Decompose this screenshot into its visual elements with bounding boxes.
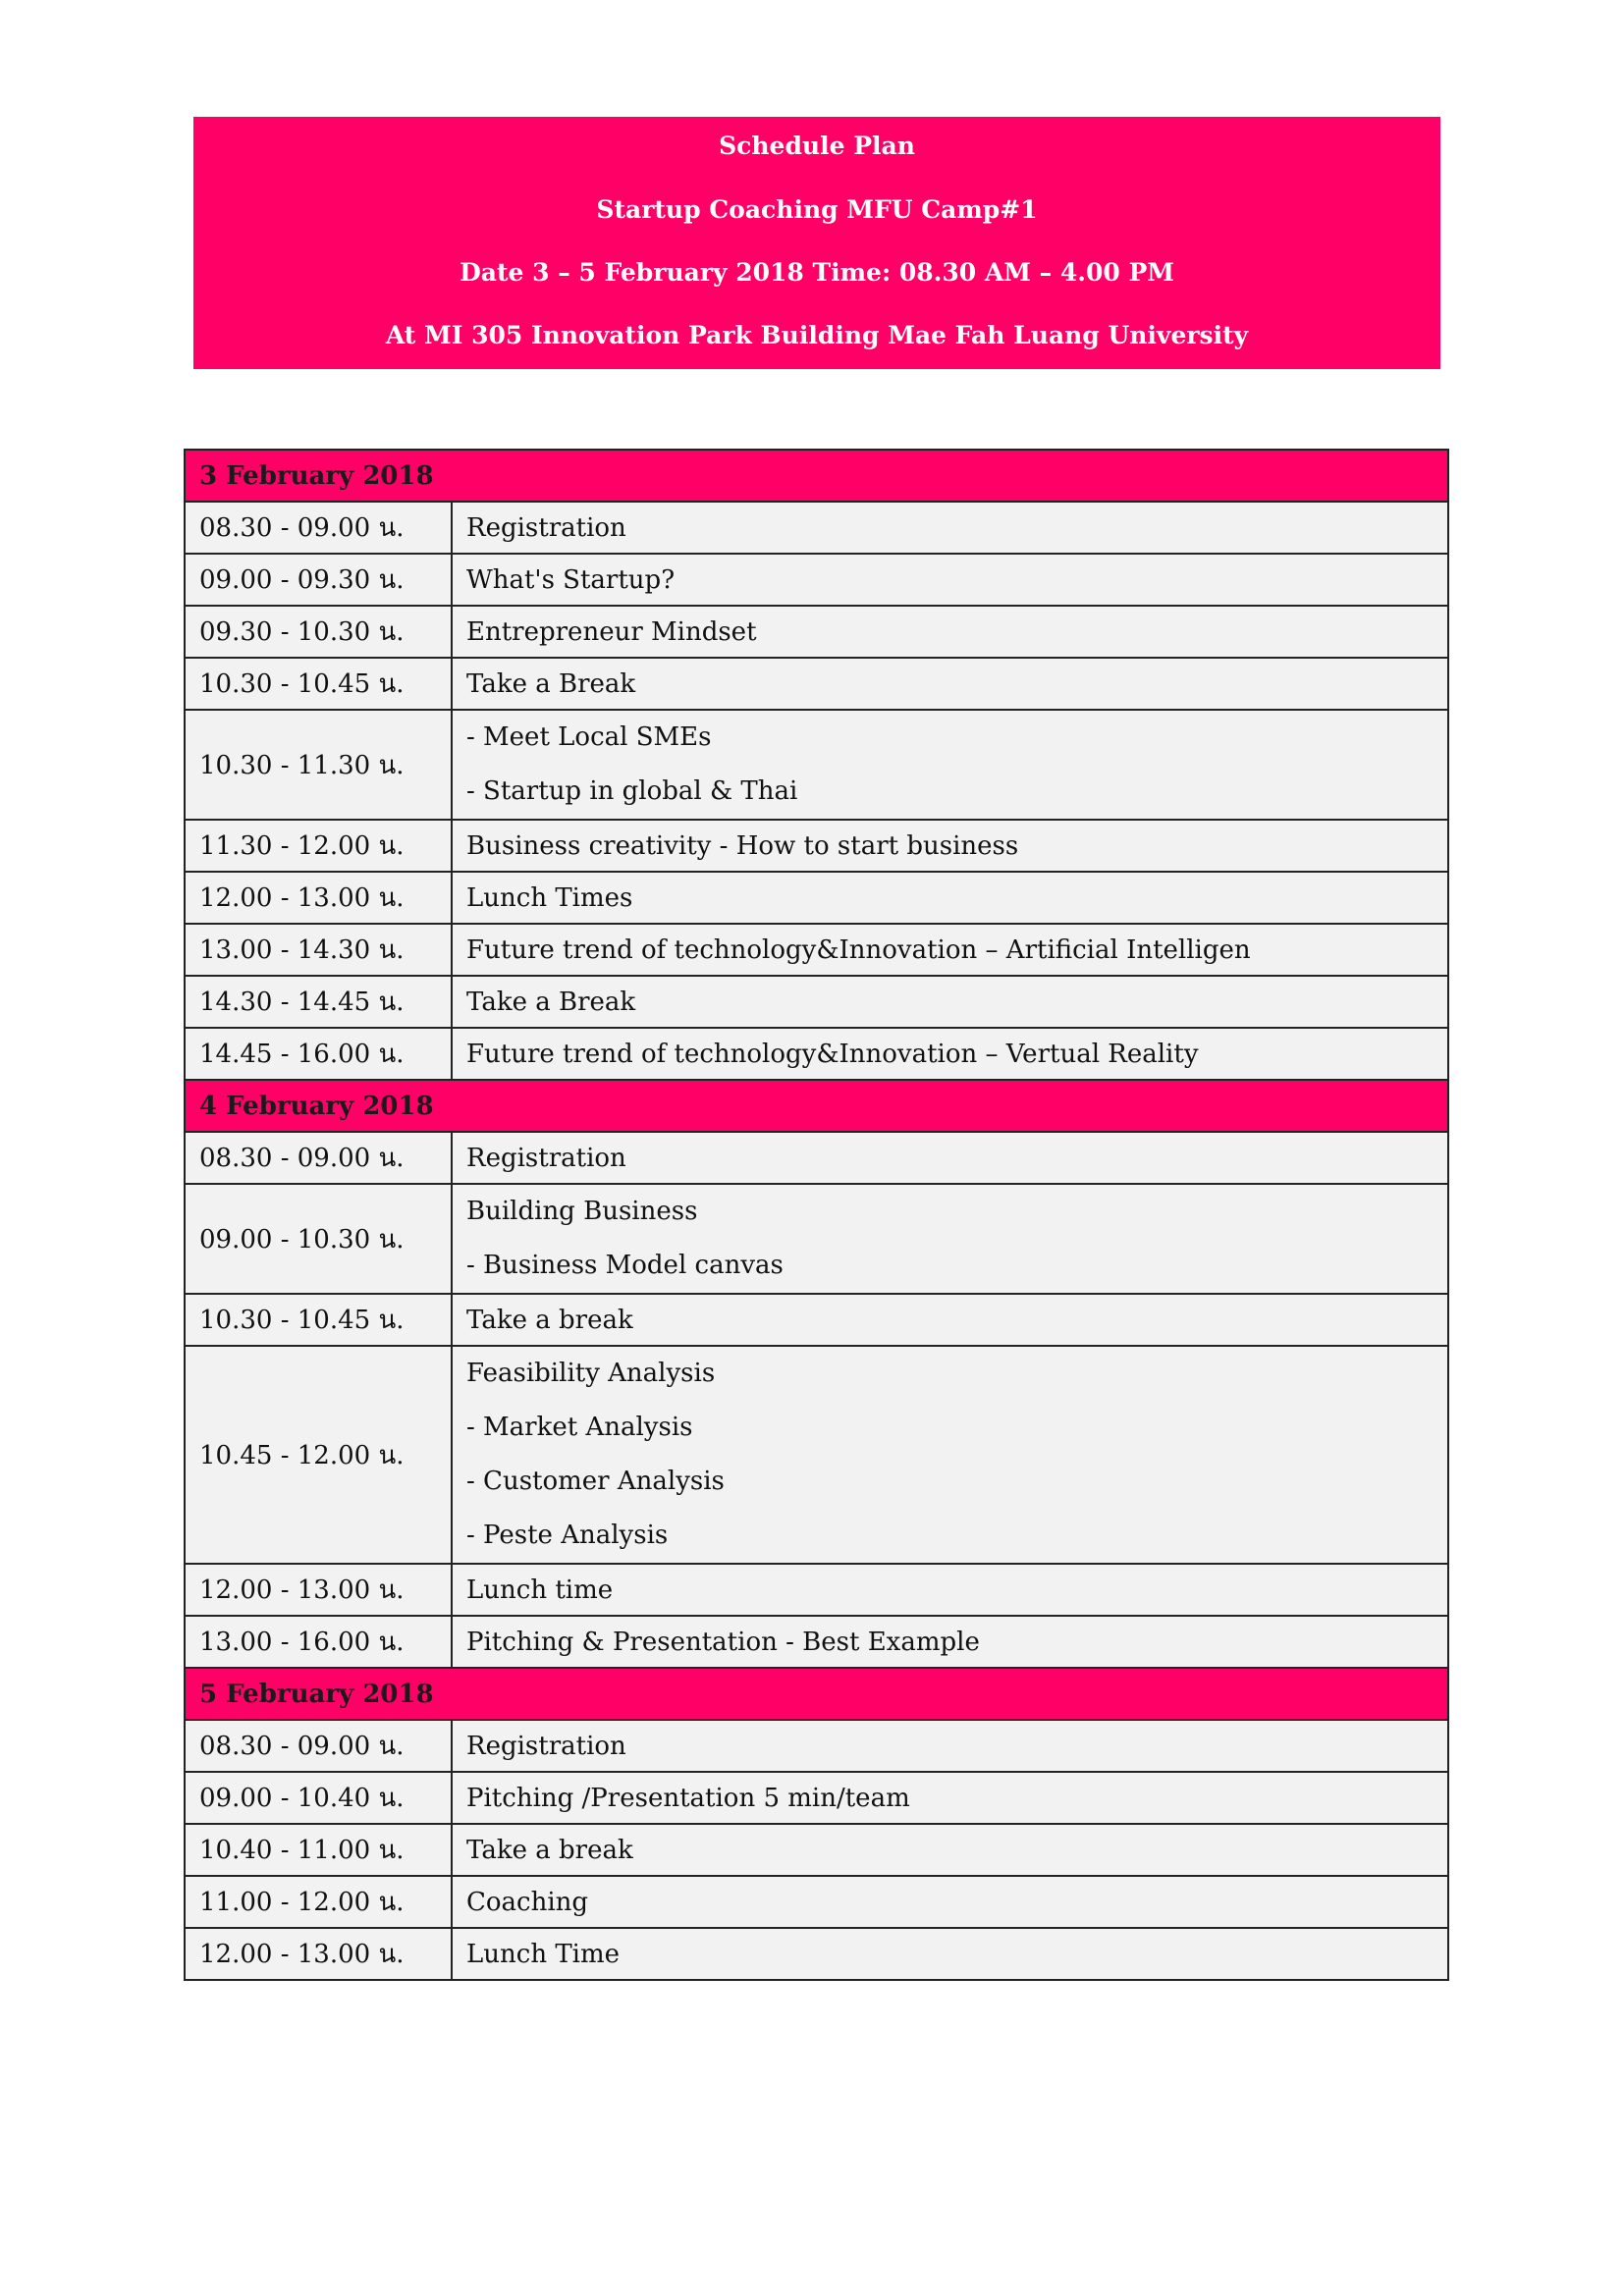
activity-item: Lunch Time (466, 1939, 621, 1969)
session-activity (452, 1928, 1448, 1980)
table-row (185, 658, 1448, 710)
session-time: 10.40 - 11.00 น. (185, 1824, 452, 1876)
session-activity (452, 872, 1448, 924)
activity-item: - Peste Analysis (466, 1521, 669, 1550)
session-activity (452, 820, 1448, 872)
table-row (185, 1184, 1448, 1294)
session-time: 14.45 - 16.00 น. (185, 1028, 452, 1080)
session-activity (452, 1346, 1448, 1564)
session-time: 09.30 - 10.30 น. (185, 606, 452, 658)
session-activity (452, 924, 1448, 976)
activity-item: Take a break (466, 1835, 633, 1865)
day-header-row (185, 1668, 1448, 1720)
table-row (185, 1772, 1448, 1824)
session-time: 08.30 - 09.00 น. (185, 502, 452, 554)
session-time: 12.00 - 13.00 น. (185, 1564, 452, 1616)
activity-item: Pitching & Presentation - Best Example (466, 1627, 980, 1657)
day-label: 4 February 2018 (185, 1080, 1448, 1132)
session-activity (452, 710, 1448, 820)
activity-item: - Business Model canvas (466, 1251, 784, 1280)
table-row (185, 1928, 1448, 1980)
activity-item: Building Business (466, 1197, 698, 1226)
schedule-title: Schedule Plan (719, 132, 915, 160)
day-header-row (185, 1080, 1448, 1132)
table-row (185, 1824, 1448, 1876)
session-time: 09.00 - 10.40 น. (185, 1772, 452, 1824)
event-date-time: Date 3 – 5 February 2018 Time: 08.30 AM – 4.00 PM (460, 258, 1174, 287)
activity-item: Registration (466, 512, 626, 543)
event-title: Startup Coaching MFU Camp#1 (596, 195, 1038, 224)
session-activity (452, 1294, 1448, 1346)
table-row (185, 1616, 1448, 1668)
day-label: 5 February 2018 (185, 1668, 1448, 1720)
table-row (185, 1346, 1448, 1564)
activity-item: Take a break (466, 1305, 633, 1335)
table-row (185, 1132, 1448, 1184)
activity-item: Entrepreneur Mindset (466, 616, 757, 647)
activity-item: Coaching (466, 1887, 589, 1917)
activity-item: Take a Break (466, 987, 636, 1017)
session-time: 11.00 - 12.00 น. (185, 1876, 452, 1928)
session-time: 12.00 - 13.00 น. (185, 872, 452, 924)
activity-item: What's Startup? (466, 564, 676, 595)
session-activity (452, 1132, 1448, 1184)
session-time: 10.30 - 10.45 น. (185, 1294, 452, 1346)
activity-item: Pitching /Presentation 5 min/team (466, 1783, 910, 1813)
session-time: 10.45 - 12.00 น. (185, 1346, 452, 1564)
day-label: 3 February 2018 (185, 450, 1448, 502)
table-row (185, 1564, 1448, 1616)
table-row (185, 606, 1448, 658)
table-row (185, 554, 1448, 606)
session-time: 08.30 - 09.00 น. (185, 1720, 452, 1772)
day-header-row (185, 450, 1448, 502)
table-row (185, 1028, 1448, 1080)
activity-item: - Market Analysis (466, 1413, 693, 1442)
session-time: 09.00 - 10.30 น. (185, 1184, 452, 1294)
session-time: 09.00 - 09.30 น. (185, 554, 452, 606)
session-activity (452, 606, 1448, 658)
activity-item: Lunch time (466, 1575, 614, 1605)
session-time: 13.00 - 14.30 น. (185, 924, 452, 976)
session-time: 08.30 - 09.00 น. (185, 1132, 452, 1184)
header-banner (193, 117, 1440, 369)
session-activity (452, 1824, 1448, 1876)
table-row (185, 872, 1448, 924)
table-row (185, 1876, 1448, 1928)
table-row (185, 502, 1448, 554)
event-location: At MI 305 Innovation Park Building Mae Fah Luang University (385, 321, 1249, 349)
activity-item: Registration (466, 1731, 626, 1761)
session-time: 14.30 - 14.45 น. (185, 976, 452, 1028)
session-time: 10.30 - 11.30 น. (185, 710, 452, 820)
session-activity (452, 502, 1448, 554)
session-time: 13.00 - 16.00 น. (185, 1616, 452, 1668)
session-time: 12.00 - 13.00 น. (185, 1928, 452, 1980)
activity-item: Lunch Times (466, 882, 633, 913)
activity-item: - Startup in global & Thai (466, 776, 798, 806)
session-activity (452, 554, 1448, 606)
table-row (185, 976, 1448, 1028)
activity-item: - Meet Local SMEs (466, 722, 712, 752)
session-activity (452, 1772, 1448, 1824)
session-activity (452, 658, 1448, 710)
session-time: 10.30 - 10.45 น. (185, 658, 452, 710)
activity-item: Future trend of technology&Innovation – Artificial Intelligen (466, 934, 1251, 965)
activity-item: Future trend of technology&Innovation – Vertual Reality (466, 1039, 1199, 1069)
session-activity (452, 1564, 1448, 1616)
session-activity (452, 1028, 1448, 1080)
activity-item: - Customer Analysis (466, 1467, 725, 1496)
activity-item: Take a Break (466, 668, 636, 699)
session-activity (452, 1616, 1448, 1668)
session-activity (452, 1876, 1448, 1928)
activity-item: Registration (466, 1143, 626, 1173)
table-row (185, 1294, 1448, 1346)
table-row (185, 710, 1448, 820)
table-row (185, 820, 1448, 872)
table-row (185, 924, 1448, 976)
session-activity (452, 1720, 1448, 1772)
schedule-table (184, 449, 1449, 1981)
session-time: 11.30 - 12.00 น. (185, 820, 452, 872)
table-row (185, 1720, 1448, 1772)
activity-item: Business creativity - How to start business (466, 830, 1019, 861)
activity-item: Feasibility Analysis (466, 1359, 716, 1388)
session-activity (452, 976, 1448, 1028)
session-activity (452, 1184, 1448, 1294)
